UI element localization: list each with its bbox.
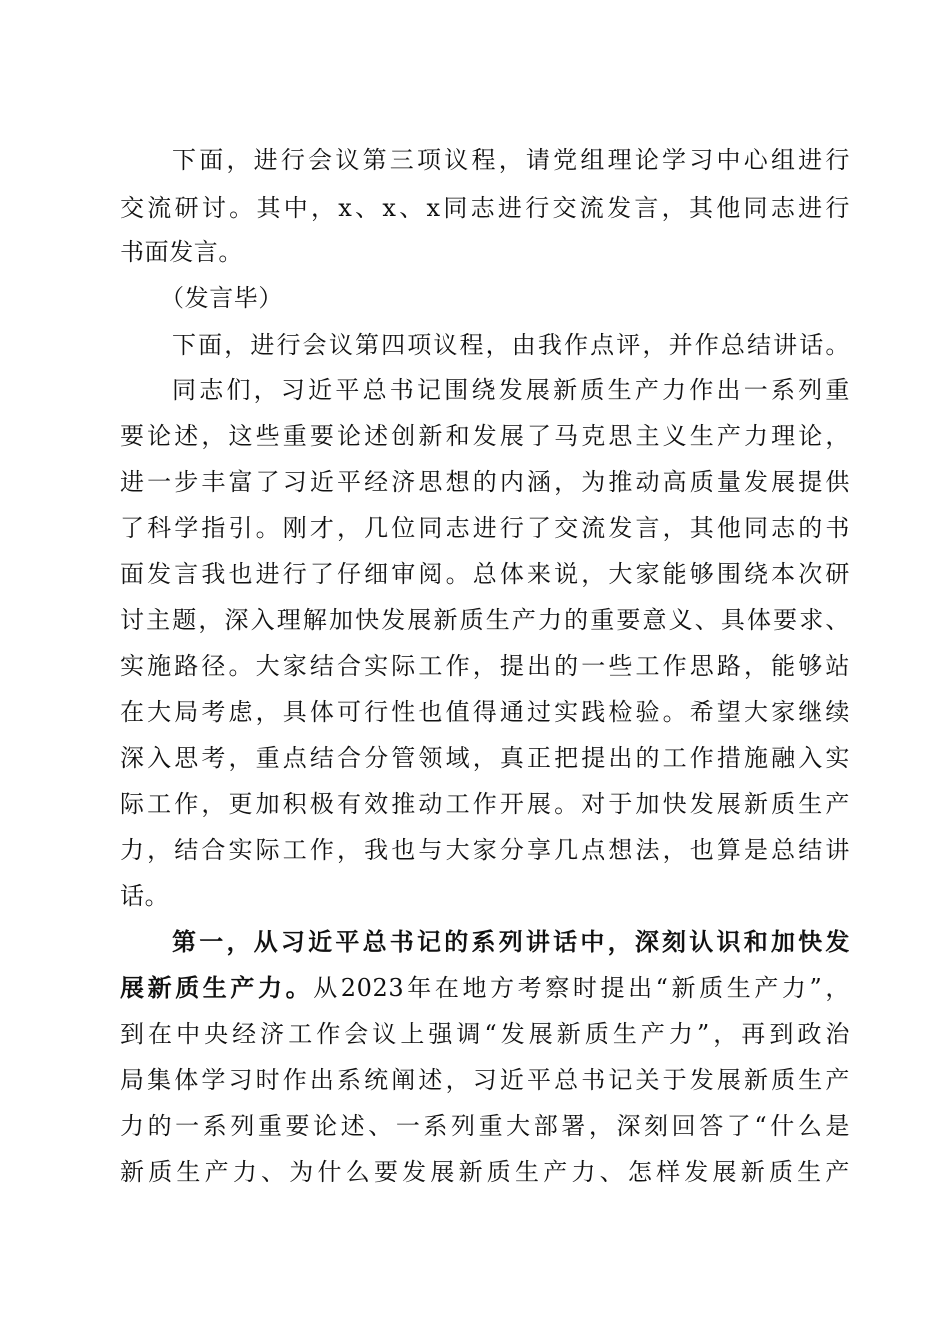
text-line (120, 968, 850, 1008)
text-line: 书面发言。 (120, 238, 243, 266)
text-line: 新质生产力、为什么要发展新质生产力、怎样发展新质生产 (120, 1158, 850, 1186)
text-line: 际工作，更加积极有效推动工作开展。对于加快发展新质生产 (120, 790, 850, 818)
section-heading-line: 第一，从习近平总书记的系列讲话中，深刻认识和加快发 (172, 927, 850, 956)
text-line: 力的一系列重要论述、一系列重大部署，深刻回答了“什么是 (120, 1112, 850, 1140)
text-line: （发言毕） (160, 284, 283, 312)
text-line: 了科学指引。刚才，几位同志进行了交流发言，其他同志的书 (120, 514, 850, 542)
text-line: 深入思考，重点结合分管领域，真正把提出的工作措施融入实 (120, 744, 850, 772)
text-line: 实施路径。大家结合实际工作，提出的一些工作思路，能够站 (120, 652, 850, 680)
text-line: 讨主题，深入理解加快发展新质生产力的重要意义、具体要求、 (120, 606, 850, 634)
text-line: 面发言我也进行了仔细审阅。总体来说，大家能够围绕本次研 (120, 560, 850, 588)
text-line: 交流研讨。其中，x、x、x同志进行交流发言，其他同志进行 (120, 194, 850, 222)
text-line: 下面，进行会议第四项议程，由我作点评，并作总结讲话。 (172, 331, 850, 359)
text-line: 同志们，习近平总书记围绕发展新质生产力作出一系列重 (172, 376, 850, 404)
text-line: 局集体学习时作出系统阐述，习近平总书记关于发展新质生产 (120, 1066, 850, 1094)
text-line: 力，结合实际工作，我也与大家分享几点想法，也算是总结讲 (120, 836, 850, 864)
section-heading-tail: 展新质生产力。 (120, 973, 314, 1002)
text-line: 在大局考虑，具体可行性也值得通过实践检验。希望大家继续 (120, 698, 850, 726)
text-line: 要论述，这些重要论述创新和发展了马克思主义生产力理论， (120, 422, 850, 450)
text-line: 下面，进行会议第三项议程，请党组理论学习中心组进行 (172, 146, 850, 174)
text-line: 到在中央经济工作会议上强调“发展新质生产力”，再到政治 (120, 1020, 850, 1048)
section-body-start: 从2023年在地方考察时提出“新质生产力”， (313, 974, 850, 1002)
text-line: 话。 (120, 882, 170, 910)
text-line: 进一步丰富了习近平经济思想的内涵，为推动高质量发展提供 (120, 468, 850, 496)
